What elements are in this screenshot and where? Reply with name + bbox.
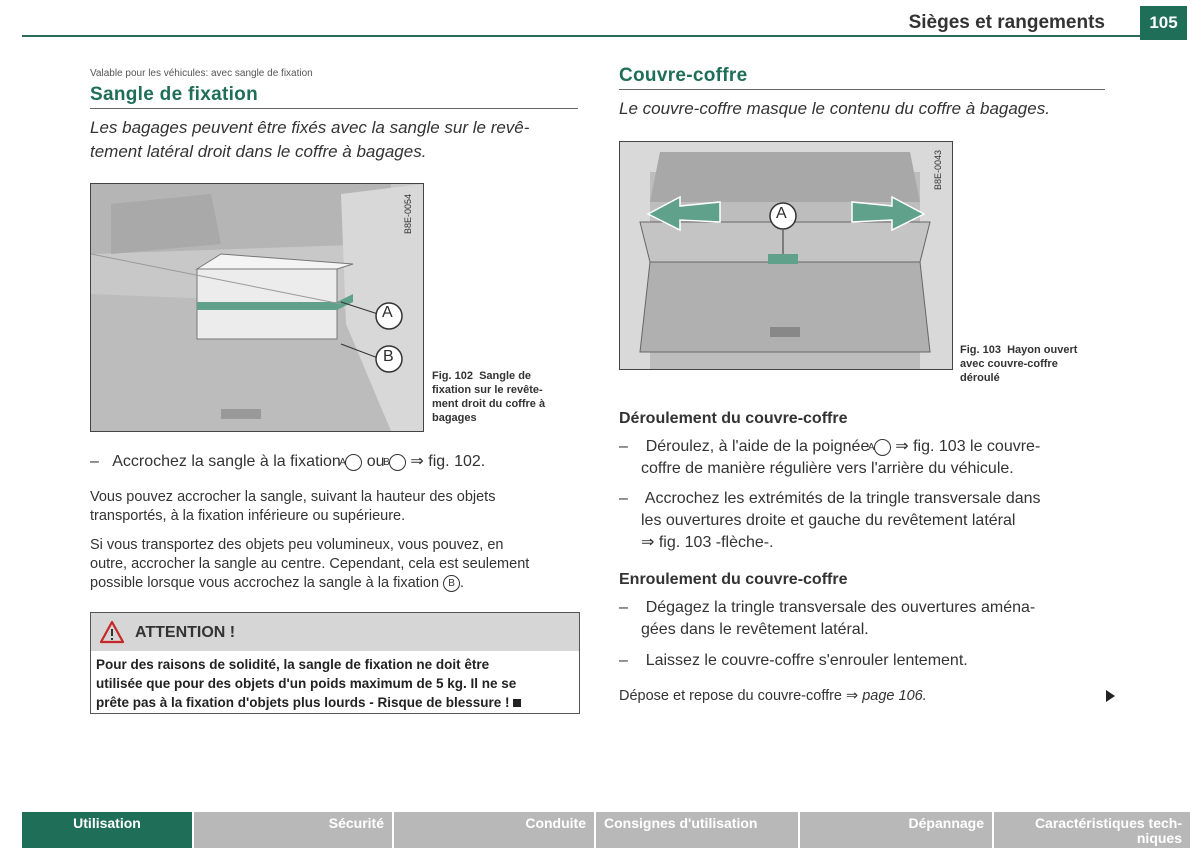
header-rule [22, 35, 1140, 37]
figure-code: B8E-0043 [933, 150, 943, 191]
trunk-illustration [91, 184, 423, 431]
cross-reference: Dépose et repose du couvre-coffre ⇒ page 106. [619, 688, 927, 704]
end-square-icon [513, 699, 521, 707]
section-rule [90, 108, 578, 109]
cover-illustration [620, 142, 952, 369]
section-rule [619, 89, 1105, 90]
tab-utilisation[interactable]: Utilisation [22, 812, 194, 848]
step-accrochez-extremites: – Accrochez les extrémités de la tringle transversale dans les ouvertures droite et gauche du revêtement latéral ⇒ fig. 103 -flèche-. [619, 490, 1041, 551]
lead-text-couvre: Le couvre-coffre masque le contenu du coffre à bagages. [619, 99, 1050, 118]
tab-caracteristiques[interactable]: Caractéristiques tech- niques [994, 812, 1190, 848]
validity-note: Valable pour les véhicules: avec sangle de fixation [90, 68, 313, 79]
paragraph-centre: Si vous transportez des objets peu volumineux, vous pouvez, en outre, accrocher la sangle au centre. Cependant, cela est seulement possible lorsque vous accrochez la sangle à la fixation B . [90, 537, 530, 591]
attention-title: ATTENTION ! [135, 624, 236, 641]
tab-conduite[interactable]: Conduite [394, 812, 596, 848]
tab-securite[interactable]: Sécurité [194, 812, 394, 848]
figure-102 [90, 183, 424, 432]
warning-icon [99, 620, 125, 644]
step-accrochez: – Accrochez la sangle à la fixation A ou B ⇒ fig. 102. [90, 453, 486, 470]
marker-a: A [382, 304, 393, 321]
step-deroulez: – Déroulez, à l'aide de la poignée A ⇒ fig. 103 le couvre- coffre de manière régulière vers l'arrière du véhicule. [619, 438, 1041, 477]
step-laissez: – Laissez le couvre-coffre s'enrouler lentement. [619, 652, 968, 669]
attention-header [91, 613, 579, 651]
figure-code: B8E-0054 [403, 194, 413, 235]
caption-fig-103: Fig. 103 Hayon ouvert avec couvre-coffre déroulé [960, 344, 1078, 384]
attention-box [90, 612, 580, 714]
caption-fig-102: Fig. 102 Sangle de fixation sur le revête- ment droit du coffre à bagages [432, 370, 546, 424]
paragraph-hauteur: Vous pouvez accrocher la sangle, suivant la hauteur des objets transportés, à la fixation inférieure ou supérieure. [90, 489, 496, 524]
continue-arrow-icon [1106, 690, 1115, 702]
tab-consignes[interactable]: Consignes d'utilisation [596, 812, 800, 848]
subheading-enroulement: Enroulement du couvre-coffre [619, 571, 848, 588]
lead-text-sangle: Les bagages peuvent être fixés avec la sangle sur le revê- tement latéral droit dans le coffre à bagages. [90, 118, 530, 161]
tab-depannage[interactable]: Dépannage [800, 812, 994, 848]
marker-a: A [776, 205, 787, 222]
section-title-couvre: Couvre-coffre [619, 65, 748, 86]
subheading-deroulement: Déroulement du couvre-coffre [619, 410, 848, 427]
figure-103 [619, 141, 953, 370]
marker-b: B [383, 348, 394, 365]
section-title-sangle: Sangle de fixation [90, 84, 258, 105]
step-degagez: – Dégagez la tringle transversale des ouvertures aména- gées dans le revêtement latéral. [619, 599, 1036, 638]
chapter-title: Sièges et rangements [908, 12, 1105, 33]
page-link[interactable]: page 106. [862, 688, 927, 704]
footer-nav [22, 812, 1190, 848]
attention-text: Pour des raisons de solidité, la sangle de fixation ne doit être utilisée que pour des objets d'un poids maximum de 5 kg. Il ne se prête pas à la fixation d'objets plus lourds - Risque de blessure ! [96, 655, 576, 712]
page-number: 105 [1140, 6, 1187, 40]
